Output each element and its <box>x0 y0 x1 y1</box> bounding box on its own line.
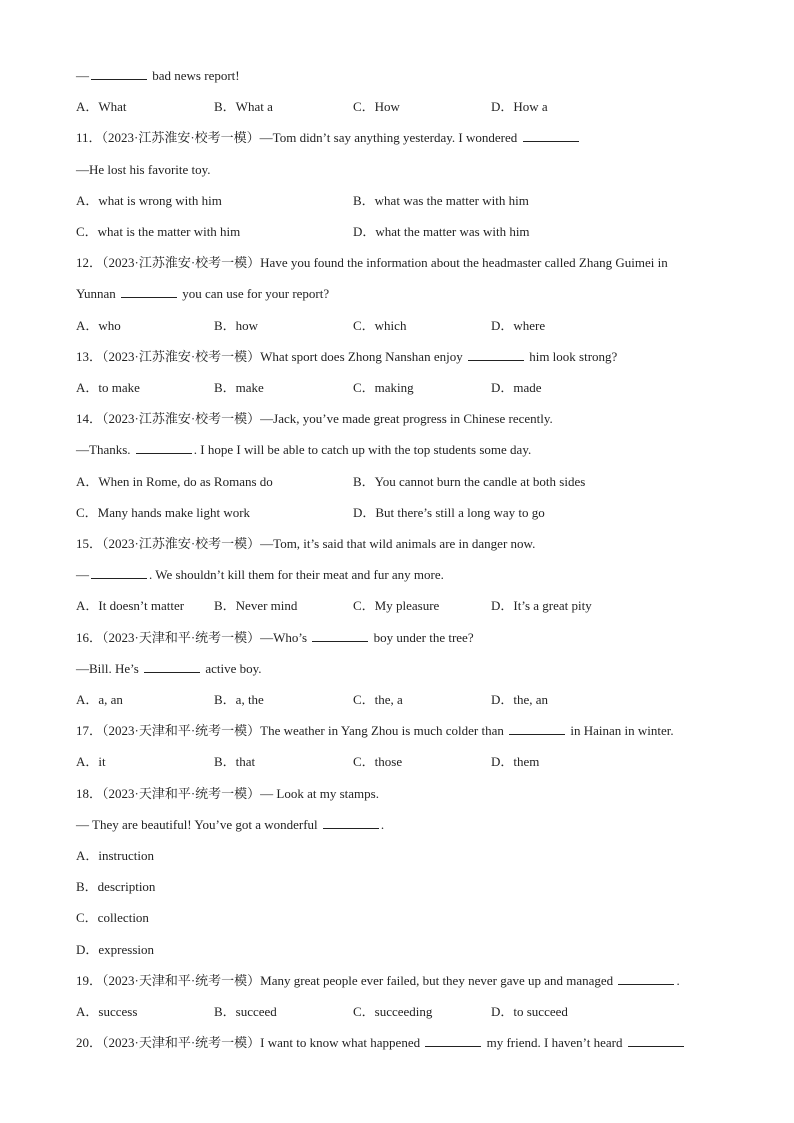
answer-option[interactable]: B．You cannot burn the candle at both sides <box>353 473 586 489</box>
stem-text: —Bill. He’s <box>76 660 143 676</box>
answer-blank <box>121 284 177 298</box>
stem-text: — <box>76 567 89 583</box>
stem-text: 13．（2023·江苏淮安·校考一模）What sport does Zhong Nanshan enjoy <box>76 348 466 364</box>
question-stem-line <box>76 160 211 180</box>
answer-option[interactable]: C．what is the matter with him <box>76 224 241 239</box>
answer-option[interactable]: B．succeed <box>214 1004 277 1019</box>
answer-option[interactable]: B．What a <box>214 99 273 115</box>
question-stem-line <box>76 971 680 991</box>
stem-text: 12．（2023·江苏淮安·校考一模）Have you found the information about the headmaster called Zhang Guimei in <box>76 255 668 271</box>
answer-blank <box>523 128 579 142</box>
question-stem-line <box>76 1033 686 1053</box>
stem-text: 16．（2023·天津和平·统考一模）—Who’s <box>76 629 311 645</box>
answer-option[interactable]: D．It’s a great pity <box>491 598 592 614</box>
answer-option[interactable]: C．My pleasure <box>353 598 440 614</box>
answer-blank <box>323 815 379 829</box>
answer-option[interactable]: A．to make <box>76 380 140 395</box>
stem-text-after-blank: boy under the tree? <box>370 629 474 645</box>
answer-option[interactable]: A．it <box>76 754 106 770</box>
question-stem-line <box>76 565 444 585</box>
answer-option[interactable]: B．what was the matter with him <box>353 192 529 208</box>
question-stem-line <box>76 253 668 273</box>
stem-text: 11．（2023·江苏淮安·校考一模）—Tom didn’t say anything yesterday. I wondered <box>76 130 521 146</box>
answer-option[interactable]: D．made <box>491 380 542 395</box>
answer-option[interactable]: A．instruction <box>76 848 154 863</box>
answer-option[interactable]: C．the, a <box>353 692 403 707</box>
stem-text-after-blank: . <box>380 816 385 832</box>
answer-option[interactable]: A．success <box>76 1004 138 1019</box>
answer-option[interactable]: A．a, an <box>76 692 123 707</box>
answer-blank <box>509 721 565 735</box>
answer-option[interactable]: D．what the matter was with him <box>353 224 530 239</box>
stem-text-after-blank: in Hainan in winter. <box>567 723 674 739</box>
stem-text: — <box>76 68 89 83</box>
stem-text: 20．（2023·天津和平·统考一模）I want to know what happened <box>76 1035 424 1051</box>
stem-text: —Thanks. <box>76 442 134 458</box>
stem-text: 17．（2023·天津和平·统考一模）The weather in Yang Zhou is much colder than <box>76 723 508 739</box>
question-stem-line <box>76 534 535 554</box>
question-stem-line <box>76 721 674 741</box>
question-stem-line <box>76 784 379 804</box>
question-stem-line <box>76 347 617 367</box>
stem-text-after-blank: . We shouldn’t kill them for their meat and fur any more. <box>149 567 444 583</box>
answer-option[interactable]: A．What <box>76 99 127 115</box>
answer-option[interactable]: D．to succeed <box>491 1004 568 1019</box>
question-stem-line <box>76 409 553 429</box>
answer-option[interactable]: B．make <box>214 380 264 395</box>
question-stem-line <box>76 66 240 86</box>
answer-blank <box>91 66 147 80</box>
answer-blank <box>136 440 192 454</box>
answer-blank <box>144 659 200 673</box>
question-stem-line <box>76 628 474 648</box>
answer-option[interactable]: A．It doesn’t matter <box>76 598 185 614</box>
answer-blank <box>618 971 674 985</box>
answer-option[interactable]: D．the, an <box>491 692 549 707</box>
answer-option[interactable]: B．description <box>76 879 156 895</box>
stem-text-after-blank: my friend. I haven’t heard <box>483 1035 626 1051</box>
answer-option[interactable]: A．who <box>76 317 121 333</box>
answer-option[interactable]: C．How <box>353 99 400 115</box>
answer-option[interactable]: A．what is wrong with him <box>76 192 222 208</box>
answer-blank <box>312 628 368 642</box>
answer-option[interactable]: C．making <box>353 380 414 395</box>
answer-blank <box>468 347 524 361</box>
answer-option[interactable]: B．that <box>214 754 256 770</box>
answer-option[interactable]: A．When in Rome, do as Romans do <box>76 473 273 489</box>
stem-text: Yunnan <box>76 286 119 302</box>
stem-text-after-blank: . I hope I will be able to catch up with the top students some day. <box>193 442 532 458</box>
answer-blank <box>628 1033 684 1047</box>
answer-option[interactable]: D．where <box>491 317 546 333</box>
stem-text: 14．（2023·江苏淮安·校考一模）—Jack, you’ve made great progress in Chinese recently. <box>76 411 553 427</box>
stem-text: 19．（2023·天津和平·统考一模）Many great people ever failed, but they never gave up and managed <box>76 972 617 988</box>
question-stem-line <box>76 284 329 304</box>
answer-option[interactable]: B．Never mind <box>214 598 298 614</box>
answer-option[interactable]: B．how <box>214 317 259 333</box>
answer-option[interactable]: D．expression <box>76 941 154 957</box>
stem-text: — They are beautiful! You’ve got a wonderful <box>76 816 321 832</box>
answer-option[interactable]: C．which <box>353 317 407 333</box>
answer-option[interactable]: C．Many hands make light work <box>76 504 251 520</box>
stem-text: 15．（2023·江苏淮安·校考一模）—Tom, it’s said that wild animals are in danger now. <box>76 536 536 551</box>
answer-blank <box>91 565 147 579</box>
answer-option[interactable]: C．collection <box>76 910 149 926</box>
stem-text-after-blank: bad news report! <box>149 68 240 83</box>
question-stem-line <box>76 128 581 148</box>
question-stem-line <box>76 659 262 679</box>
stem-text-after-blank: active boy. <box>202 660 262 676</box>
stem-text: —He lost his favorite toy. <box>76 161 211 177</box>
stem-text: 18．（2023·天津和平·统考一模）— Look at my stamps. <box>76 785 379 801</box>
answer-option[interactable]: D．How a <box>491 99 548 115</box>
question-stem-line <box>76 815 384 835</box>
answer-option[interactable]: B．a, the <box>214 692 264 707</box>
answer-option[interactable]: D．But there’s still a long way to go <box>353 504 545 520</box>
stem-text-after-blank: . <box>676 972 680 988</box>
stem-text-after-blank: you can use for your report? <box>178 286 330 302</box>
stem-text-after-blank: him look strong? <box>525 348 618 364</box>
answer-blank <box>425 1033 481 1047</box>
answer-option[interactable]: D．them <box>491 754 540 770</box>
question-stem-line <box>76 440 531 460</box>
answer-option[interactable]: C．succeeding <box>353 1004 433 1019</box>
answer-option[interactable]: C．those <box>353 754 403 770</box>
